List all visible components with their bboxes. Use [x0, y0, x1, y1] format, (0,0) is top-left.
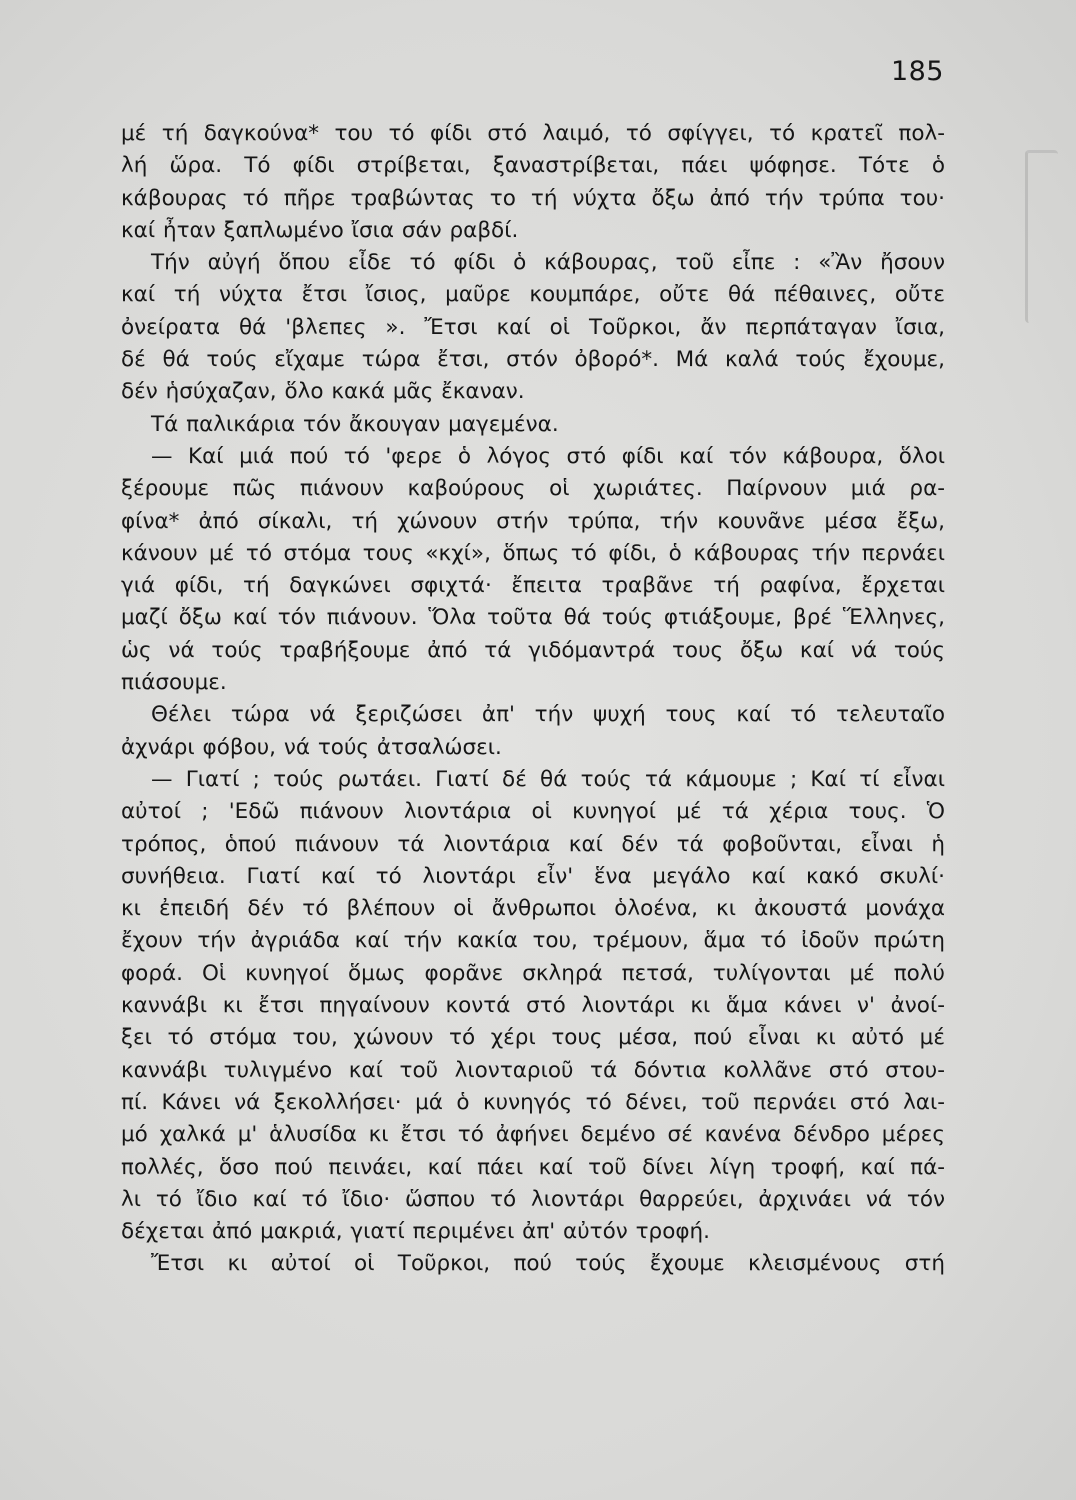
text-line: πολλές, ὅσο πού πεινάει, καί πάει καί τοῦ δίνει λίγη τροφή, καί πά- — [121, 1154, 945, 1180]
text-line: πιάσουμε. — [121, 670, 227, 696]
text-line: μέ τή δαγκούνα* του τό φίδι στό λαιμό, τό σφίγγει, τό κρατεῖ πολ- — [121, 121, 945, 146]
text-line: λή ὥρα. Τό φίδι στρίβεται, ξαναστρίβεται, πάει ψόφησε. Τότε ὁ — [121, 153, 945, 179]
text-line: φίνα* ἀπό σίκαλι, τή χώνουν στήν τρύπα, τήν κουνᾶνε μέσα ἔξω, — [121, 508, 945, 534]
text-line: δέχεται ἀπό μακριά, γιατί περιμένει ἀπ' αὐτόν τροφή. — [121, 1219, 710, 1245]
text-line: κάβουρας τό πῆρε τραβώντας το τή νύχτα ὄξω ἀπό τήν τρύπα του· — [121, 185, 945, 211]
text-line: ξέρουμε πῶς πιάνουν καβούρους οἱ χωριάτες. Παίρνουν μιά ρα- — [121, 476, 945, 502]
text-line: κάνουν μέ τό στόμα τους «κχί», ὅπως τό φίδι, ὁ κάβουρας τήν περνάει — [121, 540, 945, 566]
text-line: αὐτοί ; 'Εδῶ πιάνουν λιοντάρια οἱ κυνηγοί μέ τά χέρια τους. Ὁ — [121, 799, 945, 825]
text-line: — Γιατί ; τούς ρωτάει. Γιατί δέ θά τούς τά κάμουμε ; Καί τί εἶναι — [151, 766, 945, 792]
text-line: ἔχουν τήν ἀγριάδα καί τήν κακία του, τρέμουν, ἅμα τό ἰδοῦν πρώτη — [121, 928, 945, 954]
text-line: καννάβι κι ἔτσι πηγαίνουν κοντά στό λιοντάρι κι ἅμα κάνει ν' ἀνοί- — [121, 993, 945, 1019]
body-text — [121, 118, 945, 1281]
page-number: 185 — [890, 56, 944, 87]
text-line: δέν ἡσύχαζαν, ὅλο κακά μᾶς ἔκαναν. — [121, 379, 525, 405]
text-line: ὡς νά τούς τραβήξουμε ἀπό τά γιδόμαντρά τους ὄξω καί νά τούς — [121, 637, 945, 663]
text-line: Ἔτσι κι αὐτοί οἱ Τοῦρκοι, πού τούς ἔχουμε κλεισμένους στή — [151, 1251, 945, 1277]
text-line: καννάβι τυλιγμένο καί τοῦ λιονταριοῦ τά δόντια κολλᾶνε στό στου- — [121, 1057, 945, 1083]
text-line: μαζί ὄξω καί τόν πιάνουν. Ὅλα τοῦτα θά τούς φτιάξουμε, βρέ Ἕλληνες, — [121, 605, 945, 631]
text-line: Τά παλικάρια τόν ἄκουγαν μαγεμένα. — [151, 411, 559, 437]
text-line: φορά. Οἱ κυνηγοί ὅμως φορᾶνε σκληρά πετσά, τυλίγονται μέ πολύ — [121, 960, 945, 986]
text-line: δέ θά τούς εἴχαμε τώρα ἔτσι, στόν ὀβορό*. Μά καλά τούς ἔχουμε, — [121, 347, 945, 373]
text-line: καί ἦταν ξαπλωμένο ἴσια σάν ραβδί. — [121, 217, 519, 243]
text-line: ἀχνάρι φόβου, νά τούς ἀτσαλώσει. — [121, 734, 502, 760]
text-line: μό χαλκά μ' ἁλυσίδα κι ἔτσι τό ἀφήνει δεμένο σέ κανένα δένδρο μέρες — [121, 1122, 945, 1148]
text-line: συνήθεια. Γιατί καί τό λιοντάρι εἶν' ἕνα μεγάλο καί κακό σκυλί· — [121, 863, 945, 889]
text-line: Τήν αὐγή ὅπου εἶδε τό φίδι ὁ κάβουρας, τοῦ εἶπε : «Ἂν ἤσουν — [151, 250, 945, 276]
text-line: ξει τό στόμα του, χώνουν τό χέρι τους μέσα, πού εἶναι κι αὐτό μέ — [121, 1025, 945, 1051]
text-line: — Καί μιά πού τό 'φερε ὁ λόγος στό φίδι καί τόν κάβουρα, ὅλοι — [151, 443, 945, 469]
text-line: πί. Κάνει νά ξεκολλήσει· μά ὁ κυνηγός τό δένει, τοῦ περνάει στό λαι- — [121, 1089, 945, 1115]
text-line: κι ἐπειδή δέν τό βλέπουν οἱ ἄνθρωποι ὁλοένα, κι ἀκουστά μονάχα — [121, 896, 945, 922]
bleed-through-mark — [1025, 150, 1058, 323]
text-line: λι τό ἴδιο καί τό ἴδιο· ὥσπου τό λιοντάρι θαρρεύει, ἀρχινάει νά τόν — [121, 1186, 945, 1212]
text-line: ὀνείρατα θά 'βλεπες ». Ἔτσι καί οἱ Τοῦρκοι, ἄν περπάταγαν ἴσια, — [121, 314, 945, 340]
text-line: Θέλει τώρα νά ξεριζώσει ἀπ' τήν ψυχή τους καί τό τελευταῖο — [151, 702, 945, 728]
text-line: τρόπος, ὁπού πιάνουν τά λιοντάρια καί δέν τά φοβοῦνται, εἶναι ἡ — [121, 831, 945, 857]
text-line: καί τή νύχτα ἔτσι ἴσιος, μαῦρε κουμπάρε, οὔτε θά πέθαινες, οὔτε — [121, 282, 945, 308]
text-line: γιά φίδι, τή δαγκώνει σφιχτά· ἔπειτα τραβᾶνε τή ραφίνα, ἔρχεται — [121, 573, 945, 599]
